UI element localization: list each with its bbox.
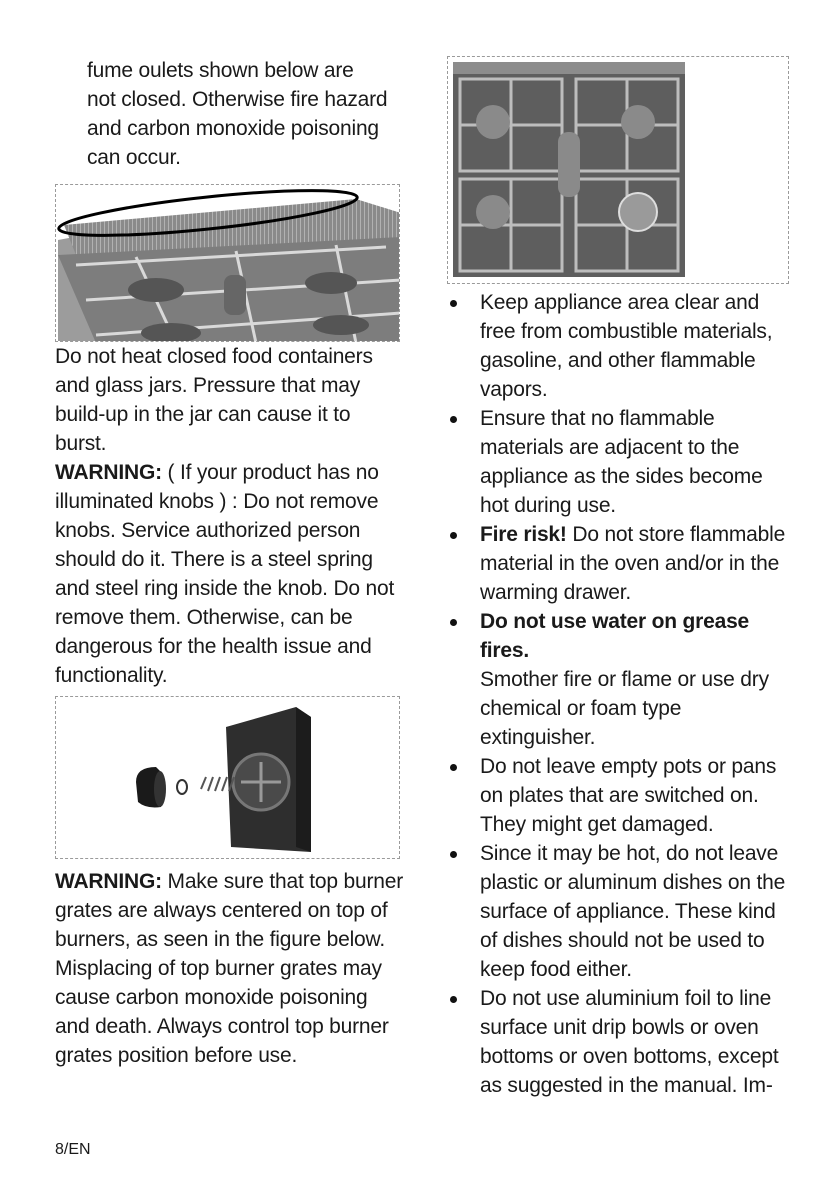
list-item <box>447 288 792 404</box>
bullet-lead: Do not use water on grease fires. <box>480 610 750 662</box>
intro-line: and carbon monoxide poisoning <box>87 117 379 140</box>
intro-line: fume oulets shown below are <box>87 59 354 82</box>
left-column <box>55 56 405 1070</box>
list-item <box>447 607 792 752</box>
bullet-dot <box>450 996 457 1003</box>
bullet-dot <box>450 851 457 858</box>
closed-containers-paragraph: Do not heat closed food containers and glass jars. Pressure that may build-up in the jar can cause it to burst. <box>55 345 373 455</box>
burner-grates-figure <box>447 56 789 284</box>
list-item <box>447 752 792 839</box>
bullet-text: Ensure that no flammable materials are adjacent to the appliance as the sides become hot during use. <box>480 407 763 517</box>
bullet-text: Since it may be hot, do not leave plastic or aluminum dishes on the surface of appliance. These kind of dishes should not be used to keep food either. <box>480 842 786 981</box>
bullet-dot <box>450 416 457 423</box>
knob-illustration <box>56 697 400 859</box>
list-item <box>447 520 792 607</box>
intro-warning <box>55 56 405 172</box>
grate-warning-text: Make sure that top burner grates are always centered on top of burners, as seen in the figure below. Misplacing of top burner grates may cause carbon monoxide poisoning and death. Always control top burner grates position before use. <box>55 870 403 1067</box>
hob-top-view-illustration <box>448 57 789 284</box>
bullet-dot <box>450 532 457 539</box>
hob-illustration <box>56 185 400 342</box>
page-number: 8/EN <box>55 1141 91 1158</box>
list-item <box>447 984 792 1100</box>
list-item <box>447 404 792 520</box>
intro-line: not closed. Otherwise fire hazard <box>87 88 388 111</box>
warning-label: WARNING: <box>55 870 162 893</box>
list-item <box>447 839 792 984</box>
safety-bullet-list <box>447 288 792 1100</box>
bullet-text: Do not store flammable material in the oven and/or in the warming drawer. <box>480 523 786 604</box>
bullet-lead: Fire risk! <box>480 523 567 546</box>
bullet-text: Do not leave empty pots or pans on plates that are switched on. They might get damaged. <box>480 755 777 836</box>
bullet-dot <box>450 764 457 771</box>
bullet-text: Do not use aluminium foil to line surface unit drip bowls or oven bottoms or oven bottoms, except as suggested in the manual. Im- <box>480 987 779 1097</box>
intro-line: can occur. <box>87 146 181 169</box>
right-column <box>447 56 792 1100</box>
bullet-text: Keep appliance area clear and free from combustible materials, gasoline, and other flammable vapors. <box>480 291 773 401</box>
knob-figure <box>55 696 400 859</box>
grate-warning-paragraph <box>55 867 405 1070</box>
warning-label: WARNING: <box>55 461 162 484</box>
fume-outlet-figure <box>55 184 400 342</box>
knob-warning-text: ( If your product has no illuminated knobs ) : Do not remove knobs. Service authorized person should do it. There is a steel spring and steel ring inside the knob. Do not remove them. Otherwise, can be dangerous for the health issue and functionality. <box>55 461 395 687</box>
bullet-dot <box>450 300 457 307</box>
knob-warning-paragraph <box>55 458 405 690</box>
bullet-text: Smother fire or flame or use dry chemical or foam type extinguisher. <box>480 668 769 749</box>
bullet-dot <box>450 619 457 626</box>
